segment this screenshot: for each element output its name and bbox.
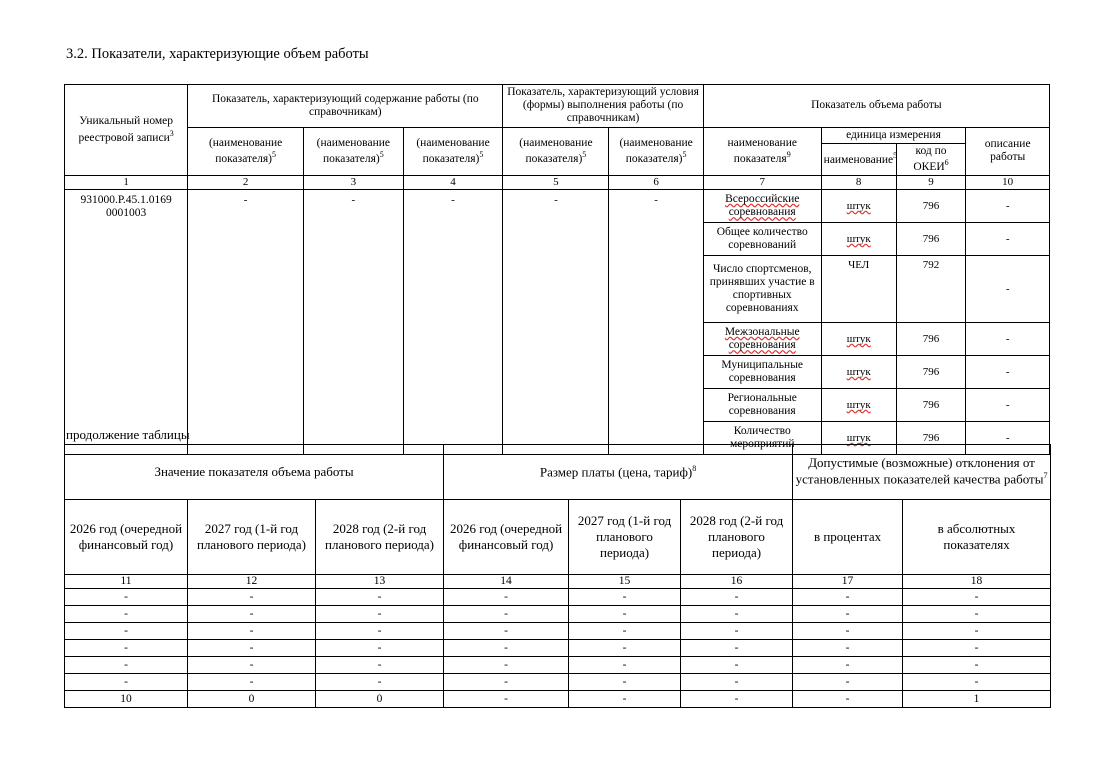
indicator-name-cell: Муниципальные соревнования bbox=[703, 356, 821, 389]
indicator-name-cell: Общее количество соревнований bbox=[703, 223, 821, 256]
value-cell: - bbox=[569, 606, 681, 623]
unit-name-cell: штук bbox=[821, 223, 896, 256]
header-work-description: описание работы bbox=[966, 127, 1050, 175]
value-cell: - bbox=[681, 674, 793, 691]
indicator-name-cell: Всероссийские соревнования bbox=[703, 190, 821, 223]
value-cell: - bbox=[793, 691, 903, 708]
column-number: 11 bbox=[65, 575, 188, 589]
value-cell: - bbox=[65, 674, 188, 691]
header-indicator-name-4: (наименование показателя)$^5$ bbox=[503, 127, 609, 175]
value-cell: - bbox=[681, 657, 793, 674]
header-year-2028-price: 2028 год (2-й год планового периода) bbox=[681, 500, 793, 575]
value-cell: - bbox=[316, 606, 444, 623]
header-deviation-group: Допустимые (возможные) отклонения от установленных показателей качества работы$^7$ bbox=[793, 445, 1051, 500]
value-cell: - bbox=[793, 640, 903, 657]
header-indicator-name-2: (наименование показателя)$^5$ bbox=[303, 127, 403, 175]
header-content-indicator: Показатель, характеризующий содержание работы (по справочникам) bbox=[188, 85, 503, 128]
condition-indicator-1-cell: - bbox=[503, 190, 609, 455]
value-cell: - bbox=[903, 640, 1051, 657]
value-cell: - bbox=[444, 606, 569, 623]
value-cell: - bbox=[188, 640, 316, 657]
header-in-percent: в процентах bbox=[793, 500, 903, 575]
header-volume-indicator: Показатель объема работы bbox=[703, 85, 1049, 128]
header-name-of-indicator: наименование показателя$^9$ bbox=[703, 127, 821, 175]
okei-code-cell: 796 bbox=[896, 223, 966, 256]
value-cell: - bbox=[316, 640, 444, 657]
column-number-row bbox=[65, 575, 1051, 589]
header-indicator-name-5: (наименование показателя)$^5$ bbox=[609, 127, 703, 175]
column-number: 12 bbox=[188, 575, 316, 589]
value-cell: - bbox=[444, 691, 569, 708]
value-cell: - bbox=[681, 691, 793, 708]
value-cell: - bbox=[316, 589, 444, 606]
header-year-2027-value: 2027 год (1-й год планового периода) bbox=[188, 500, 316, 575]
table-row bbox=[65, 674, 1051, 691]
value-cell: - bbox=[681, 623, 793, 640]
value-cell: - bbox=[681, 606, 793, 623]
value-cell: - bbox=[681, 640, 793, 657]
value-cell: - bbox=[444, 640, 569, 657]
description-cell: - bbox=[966, 389, 1050, 422]
header-conditions-indicator: Показатель, характеризующий условия (формы) выполнения работы (по справочникам) bbox=[503, 85, 703, 128]
unit-name-cell: штук bbox=[821, 389, 896, 422]
condition-indicator-2-cell: - bbox=[609, 190, 703, 455]
header-in-absolute: в абсолютных показателях bbox=[903, 500, 1051, 575]
value-cell: - bbox=[793, 623, 903, 640]
value-cell: - bbox=[316, 623, 444, 640]
description-cell: - bbox=[966, 256, 1050, 323]
okei-code-cell: 796 bbox=[896, 323, 966, 356]
table-row bbox=[65, 657, 1051, 674]
column-number-row bbox=[65, 176, 1050, 190]
value-cell: - bbox=[793, 674, 903, 691]
value-cell: 0 bbox=[188, 691, 316, 708]
unit-name-cell: штук bbox=[821, 323, 896, 356]
indicator-name-cell: Межзональные соревнования bbox=[703, 323, 821, 356]
header-year-2027-price: 2027 год (1-й год планового периода) bbox=[569, 500, 681, 575]
value-cell: - bbox=[569, 623, 681, 640]
header-payment-group: Размер платы (цена, тариф)$^8$ bbox=[444, 445, 793, 500]
column-number: 5 bbox=[503, 176, 609, 190]
value-cell: - bbox=[444, 674, 569, 691]
unit-name-cell: ЧЕЛ bbox=[821, 256, 896, 323]
description-cell: - bbox=[966, 190, 1050, 223]
continuation-label: продолжение таблицы bbox=[66, 427, 190, 442]
column-number: 14 bbox=[444, 575, 569, 589]
description-cell: - bbox=[966, 356, 1050, 389]
value-cell: - bbox=[903, 589, 1051, 606]
description-cell: - bbox=[966, 422, 1050, 455]
table-row bbox=[65, 606, 1051, 623]
table-row bbox=[65, 640, 1051, 657]
value-cell: - bbox=[681, 589, 793, 606]
indicator-name-cell: Число спортсменов, принявших участие в спортивных соревнованиях bbox=[703, 256, 821, 323]
value-cell: - bbox=[65, 657, 188, 674]
value-cell: - bbox=[188, 657, 316, 674]
header-year-2026-price: 2026 год (очередной финансовый год) bbox=[444, 500, 569, 575]
column-number: 8 bbox=[821, 176, 896, 190]
column-number: 6 bbox=[609, 176, 703, 190]
value-cell: - bbox=[793, 589, 903, 606]
continuation-table bbox=[64, 444, 1051, 708]
table-row bbox=[65, 190, 1050, 223]
header-year-2026-value: 2026 год (очередной финансовый год) bbox=[65, 500, 188, 575]
registry-number-cell: 931000.Р.45.1.0169 0001003 bbox=[65, 190, 188, 455]
value-cell: - bbox=[903, 674, 1051, 691]
column-number: 18 bbox=[903, 575, 1051, 589]
content-indicator-2-cell: - bbox=[303, 190, 403, 455]
value-cell: - bbox=[188, 606, 316, 623]
value-cell: - bbox=[188, 623, 316, 640]
value-cell: - bbox=[316, 657, 444, 674]
okei-code-cell: 796 bbox=[896, 190, 966, 223]
column-number: 4 bbox=[403, 176, 503, 190]
column-number: 7 bbox=[703, 176, 821, 190]
column-number: 3 bbox=[303, 176, 403, 190]
content-indicator-1-cell: - bbox=[188, 190, 304, 455]
column-number: 10 bbox=[966, 176, 1050, 190]
value-cell: - bbox=[188, 589, 316, 606]
value-cell: - bbox=[65, 606, 188, 623]
value-cell: - bbox=[903, 606, 1051, 623]
value-cell: - bbox=[444, 623, 569, 640]
value-cell: - bbox=[793, 606, 903, 623]
table-row bbox=[65, 623, 1051, 640]
value-cell: 1 bbox=[903, 691, 1051, 708]
value-cell: 10 bbox=[65, 691, 188, 708]
header-year-2028-value: 2028 год (2-й год планового периода) bbox=[316, 500, 444, 575]
value-cell: - bbox=[569, 640, 681, 657]
header-indicator-name-1: (наименование показателя)$^5$ bbox=[188, 127, 304, 175]
value-cell: - bbox=[569, 657, 681, 674]
value-cell: - bbox=[65, 589, 188, 606]
value-cell: 0 bbox=[316, 691, 444, 708]
okei-code-cell: 792 bbox=[896, 256, 966, 323]
unit-name-cell: штук bbox=[821, 356, 896, 389]
value-cell: - bbox=[65, 640, 188, 657]
page-title: 3.2. Показатели, характеризующие объем работы bbox=[66, 46, 369, 62]
value-cell: - bbox=[903, 623, 1051, 640]
volume-indicators-table bbox=[64, 84, 1050, 455]
unit-name-cell: штук bbox=[821, 422, 896, 455]
value-cell: - bbox=[444, 657, 569, 674]
header-value-group: Значение показателя объема работы bbox=[65, 445, 444, 500]
header-unique-number: Уникальный номер реестровой записи$^3$ bbox=[65, 85, 188, 176]
indicator-name-cell: Количество мероприятий bbox=[703, 422, 821, 455]
table-row bbox=[65, 691, 1051, 708]
value-cell: - bbox=[793, 657, 903, 674]
column-number: 16 bbox=[681, 575, 793, 589]
value-cell: - bbox=[316, 674, 444, 691]
column-number: 1 bbox=[65, 176, 188, 190]
table-row bbox=[65, 589, 1051, 606]
column-number: 2 bbox=[188, 176, 304, 190]
column-number: 17 bbox=[793, 575, 903, 589]
value-cell: - bbox=[188, 674, 316, 691]
value-cell: - bbox=[569, 674, 681, 691]
content-indicator-3-cell: - bbox=[403, 190, 503, 455]
value-cell: - bbox=[569, 691, 681, 708]
indicator-name-cell: Региональные соревнования bbox=[703, 389, 821, 422]
okei-code-cell: 796 bbox=[896, 389, 966, 422]
column-number: 9 bbox=[896, 176, 966, 190]
column-number: 15 bbox=[569, 575, 681, 589]
header-unit-name: наименование$^5$ bbox=[821, 143, 896, 175]
okei-code-cell: 796 bbox=[896, 422, 966, 455]
header-indicator-name-3: (наименование показателя)$^5$ bbox=[403, 127, 503, 175]
value-cell: - bbox=[444, 589, 569, 606]
value-cell: - bbox=[903, 657, 1051, 674]
unit-name-cell: штук bbox=[821, 190, 896, 223]
description-cell: - bbox=[966, 223, 1050, 256]
header-okei-code: код по ОКЕИ$^6$ bbox=[896, 143, 966, 175]
column-number: 13 bbox=[316, 575, 444, 589]
value-cell: - bbox=[569, 589, 681, 606]
description-cell: - bbox=[966, 323, 1050, 356]
header-unit-of-measure: единица измерения bbox=[821, 127, 966, 143]
value-cell: - bbox=[65, 623, 188, 640]
okei-code-cell: 796 bbox=[896, 356, 966, 389]
